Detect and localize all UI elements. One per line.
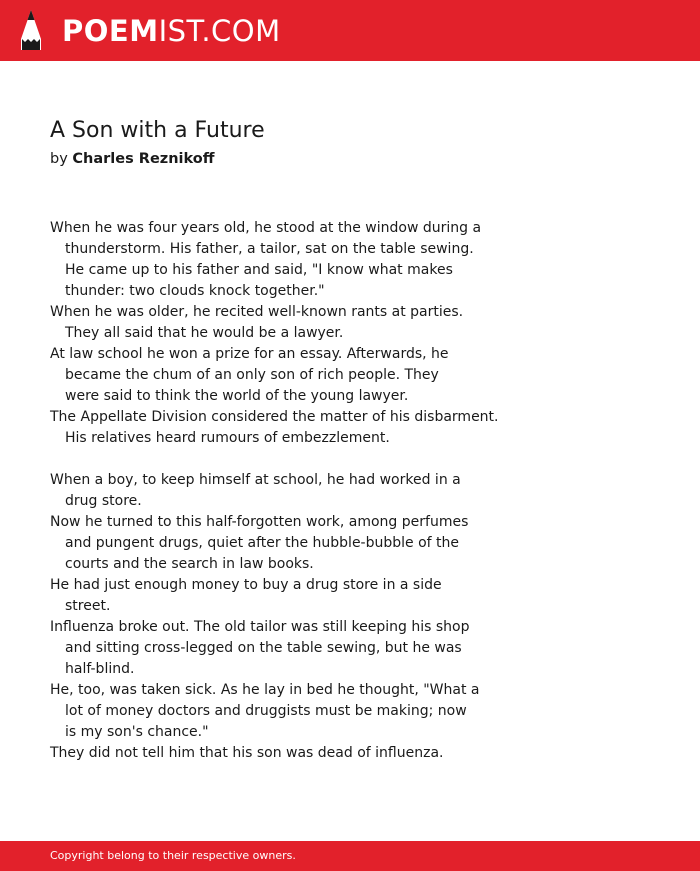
poem-line: He came up to his father and said, "I know what makes <box>65 262 453 278</box>
poem-line: They all said that he would be a lawyer. <box>65 325 344 341</box>
poem-line: and sitting cross-legged on the table sewing, but he was <box>65 640 462 656</box>
brand-name-light: IST.COM <box>158 14 281 48</box>
poem-line: When a boy, to keep himself at school, he had worked in a <box>50 472 461 488</box>
poem-line: half-blind. <box>65 661 135 677</box>
poem-body <box>50 218 670 764</box>
site-header <box>0 0 700 61</box>
poem-line: courts and the search in law books. <box>65 556 314 572</box>
copyright-notice: Copyright belong to their respective owners. <box>50 849 296 862</box>
brand-name-bold: POEM <box>62 14 159 48</box>
poem-line: lot of money doctors and druggists must be making; now <box>65 703 467 719</box>
poem-line: Influenza broke out. The old tailor was still keeping his shop <box>50 619 470 635</box>
poem-line: His relatives heard rumours of embezzlement. <box>65 430 390 446</box>
poem-line: thunderstorm. His father, a tailor, sat on the table sewing. <box>65 241 474 257</box>
poem-line: When he was older, he recited well-known rants at parties. <box>50 304 464 320</box>
poem-line: The Appellate Division considered the matter of his disbarment. <box>50 409 499 425</box>
poem-line: became the chum of an only son of rich people. They <box>65 367 439 383</box>
poem-line: street. <box>65 598 111 614</box>
poem-line: They did not tell him that his son was dead of influenza. <box>50 745 444 761</box>
poem-line: and pungent drugs, quiet after the hubble-bubble of the <box>65 535 460 551</box>
poem-line: At law school he won a prize for an essay. Afterwards, he <box>50 346 449 362</box>
poem-line: He had just enough money to buy a drug store in a side <box>50 577 442 593</box>
poem-title: A Son with a Future <box>50 118 265 143</box>
poem-line: were said to think the world of the young lawyer. <box>65 388 409 404</box>
pencil-tip-icon[interactable] <box>17 9 45 51</box>
site-logo-link[interactable] <box>62 12 281 50</box>
author-name: Charles Reznikoff <box>72 151 215 167</box>
poem-stanza <box>50 470 670 764</box>
poem-line: thunder: two clouds knock together." <box>65 283 325 299</box>
site-footer <box>0 841 700 871</box>
poem-stanza <box>50 218 670 449</box>
poem-byline <box>50 149 214 169</box>
poem-line: drug store. <box>65 493 142 509</box>
poem-line: He, too, was taken sick. As he lay in bed he thought, "What a <box>50 682 480 698</box>
poem-line: When he was four years old, he stood at the window during a <box>50 220 482 236</box>
by-label: by <box>50 151 68 167</box>
poem-line: is my son's chance." <box>65 724 209 740</box>
poem-line: Now he turned to this half-forgotten work, among perfumes <box>50 514 469 530</box>
